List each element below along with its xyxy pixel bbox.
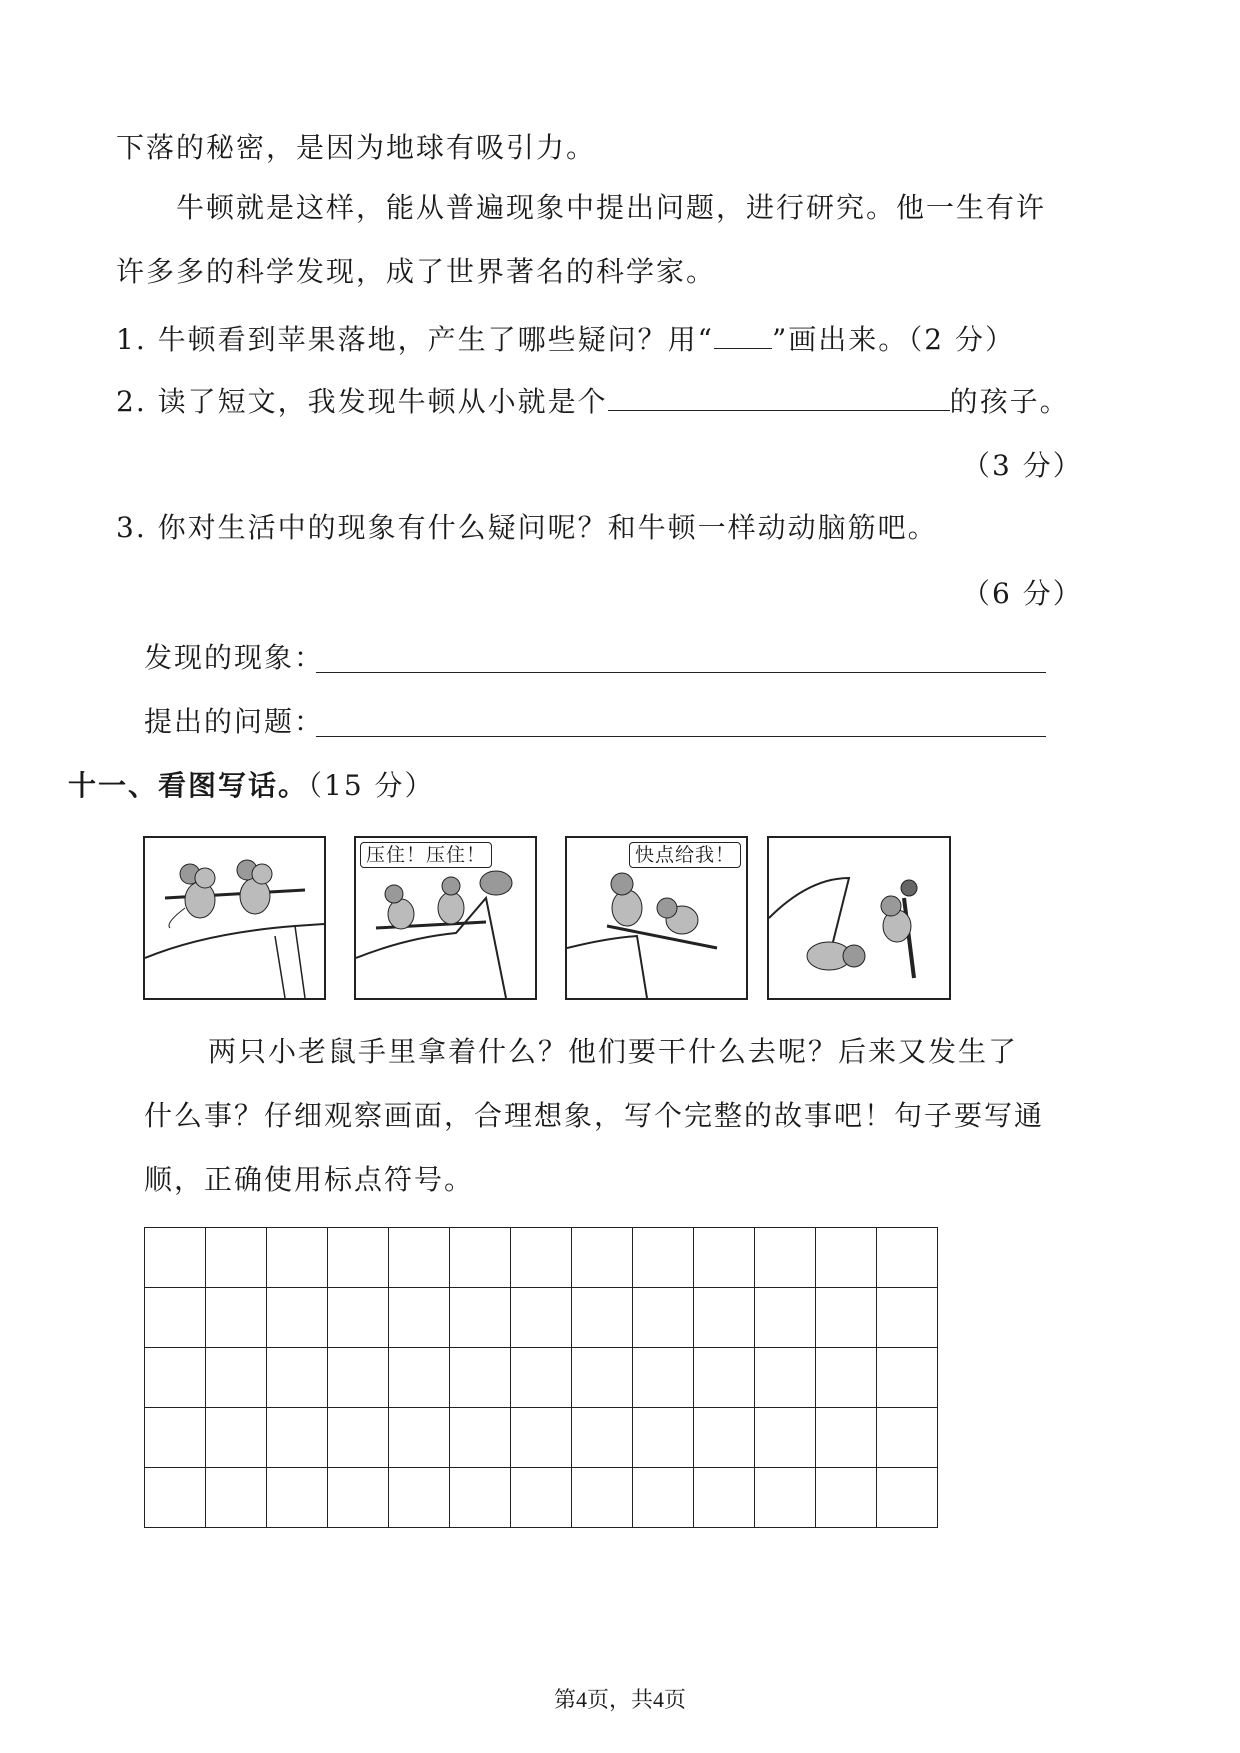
grid-cell[interactable] — [572, 1288, 633, 1348]
grid-cell[interactable] — [389, 1288, 450, 1348]
grid-cell[interactable] — [633, 1468, 694, 1528]
question-2-tail: 的孩子。 — [949, 385, 1070, 418]
grid-row — [145, 1408, 938, 1468]
grid-cell[interactable] — [145, 1228, 206, 1288]
grid-cell[interactable] — [145, 1288, 206, 1348]
grid-cell[interactable] — [206, 1228, 267, 1288]
section-11-score: （15 分） — [308, 769, 435, 802]
writing-grid[interactable] — [144, 1227, 938, 1528]
grid-cell[interactable] — [633, 1288, 694, 1348]
grid-row — [145, 1288, 938, 1348]
question-2 — [116, 380, 1070, 422]
prompt-line-1: 两只小老鼠手里拿着什么？他们要干什么去呢？后来又发生了 — [208, 1035, 1019, 1068]
grid-cell[interactable] — [694, 1228, 755, 1288]
grid-cell[interactable] — [389, 1228, 450, 1288]
grid-cell[interactable] — [755, 1228, 816, 1288]
comic-panel-2 — [354, 836, 537, 1000]
grid-cell[interactable] — [633, 1408, 694, 1468]
question-3: 3. 你对生活中的现象有什么疑问呢？和牛顿一样动动脑筋吧。 — [116, 511, 938, 544]
grid-cell[interactable] — [572, 1348, 633, 1408]
grid-cell[interactable] — [328, 1408, 389, 1468]
grid-cell[interactable] — [572, 1228, 633, 1288]
grid-cell[interactable] — [633, 1228, 694, 1288]
mice-falling-illustration — [769, 838, 949, 998]
grid-cell[interactable] — [145, 1408, 206, 1468]
question-1 — [116, 318, 1015, 360]
grid-row — [145, 1348, 938, 1408]
grid-cell[interactable] — [755, 1468, 816, 1528]
grid-cell[interactable] — [450, 1228, 511, 1288]
grid-cell[interactable] — [206, 1348, 267, 1408]
grid-cell[interactable] — [816, 1288, 877, 1348]
grid-cell[interactable] — [877, 1408, 938, 1468]
grid-cell[interactable] — [694, 1288, 755, 1348]
question-label: 提出的问题： — [144, 705, 325, 738]
grid-cell[interactable] — [511, 1468, 572, 1528]
grid-cell[interactable] — [328, 1228, 389, 1288]
passage-line-2: 牛顿就是这样，能从普遍现象中提出问题，进行研究。他一生有许 — [176, 191, 1047, 224]
grid-cell[interactable] — [206, 1468, 267, 1528]
grid-cell[interactable] — [450, 1408, 511, 1468]
question-1-text: 1. 牛顿看到苹果落地，产生了哪些疑问？用“ — [116, 323, 714, 356]
grid-cell[interactable] — [572, 1468, 633, 1528]
grid-cell[interactable] — [572, 1408, 633, 1468]
grid-row — [145, 1228, 938, 1288]
grid-cell[interactable] — [816, 1228, 877, 1288]
grid-cell[interactable] — [755, 1408, 816, 1468]
answer-blank-q2[interactable] — [608, 380, 950, 411]
underline-sample — [714, 318, 772, 349]
grid-cell[interactable] — [206, 1408, 267, 1468]
grid-cell[interactable] — [267, 1288, 328, 1348]
phenomenon-answer-line[interactable] — [316, 672, 1046, 673]
question-1-score: ”画出来。（2 分） — [771, 323, 1015, 356]
grid-cell[interactable] — [694, 1468, 755, 1528]
grid-cell[interactable] — [145, 1468, 206, 1528]
grid-cell[interactable] — [145, 1348, 206, 1408]
grid-cell[interactable] — [877, 1288, 938, 1348]
grid-cell[interactable] — [511, 1408, 572, 1468]
grid-cell[interactable] — [389, 1408, 450, 1468]
grid-cell[interactable] — [328, 1348, 389, 1408]
writing-grid-body — [145, 1228, 938, 1528]
mice-carrying-plank-illustration — [145, 838, 324, 998]
prompt-line-2: 什么事？仔细观察画面，合理想象，写个完整的故事吧！句子要写通 — [144, 1099, 1045, 1132]
grid-cell[interactable] — [877, 1228, 938, 1288]
grid-cell[interactable] — [511, 1348, 572, 1408]
passage-line-1: 下落的秘密，是因为地球有吸引力。 — [116, 131, 597, 164]
grid-cell[interactable] — [755, 1348, 816, 1408]
grid-cell[interactable] — [450, 1348, 511, 1408]
speech-bubble-press: 压住！压住！ — [360, 842, 492, 868]
grid-cell[interactable] — [877, 1468, 938, 1528]
grid-row — [145, 1468, 938, 1528]
speech-bubble-give-me: 快点给我！ — [629, 842, 741, 868]
grid-cell[interactable] — [328, 1288, 389, 1348]
comic-panel-4 — [767, 836, 951, 1000]
phenomenon-label: 发现的现象： — [144, 641, 325, 674]
grid-cell[interactable] — [694, 1408, 755, 1468]
prompt-line-3: 顺，正确使用标点符号。 — [144, 1163, 475, 1196]
grid-cell[interactable] — [450, 1288, 511, 1348]
grid-cell[interactable] — [389, 1348, 450, 1408]
grid-cell[interactable] — [511, 1288, 572, 1348]
section-11-title: 十一、看图写话。 — [68, 769, 309, 802]
grid-cell[interactable] — [328, 1468, 389, 1528]
question-2-score: （3 分） — [962, 449, 1083, 482]
section-11-heading — [68, 766, 435, 806]
grid-cell[interactable] — [450, 1468, 511, 1528]
comic-panel-3 — [565, 836, 748, 1000]
grid-cell[interactable] — [816, 1468, 877, 1528]
grid-cell[interactable] — [206, 1288, 267, 1348]
grid-cell[interactable] — [267, 1228, 328, 1288]
grid-cell[interactable] — [389, 1468, 450, 1528]
grid-cell[interactable] — [877, 1348, 938, 1408]
question-2-text: 2. 读了短文，我发现牛顿从小就是个 — [116, 385, 608, 418]
grid-cell[interactable] — [267, 1348, 328, 1408]
comic-panel-1 — [143, 836, 326, 1000]
grid-cell[interactable] — [755, 1288, 816, 1348]
page-number: 第4页，共4页 — [553, 1687, 686, 1712]
grid-cell[interactable] — [816, 1348, 877, 1408]
grid-cell[interactable] — [633, 1348, 694, 1408]
grid-cell[interactable] — [267, 1468, 328, 1528]
grid-cell[interactable] — [816, 1408, 877, 1468]
passage-line-3: 许多多的科学发现，成了世界著名的科学家。 — [116, 255, 717, 288]
grid-cell[interactable] — [267, 1408, 328, 1468]
question-3-score: （6 分） — [962, 577, 1083, 610]
question-answer-line[interactable] — [316, 736, 1046, 737]
grid-cell[interactable] — [694, 1348, 755, 1408]
grid-cell[interactable] — [511, 1228, 572, 1288]
